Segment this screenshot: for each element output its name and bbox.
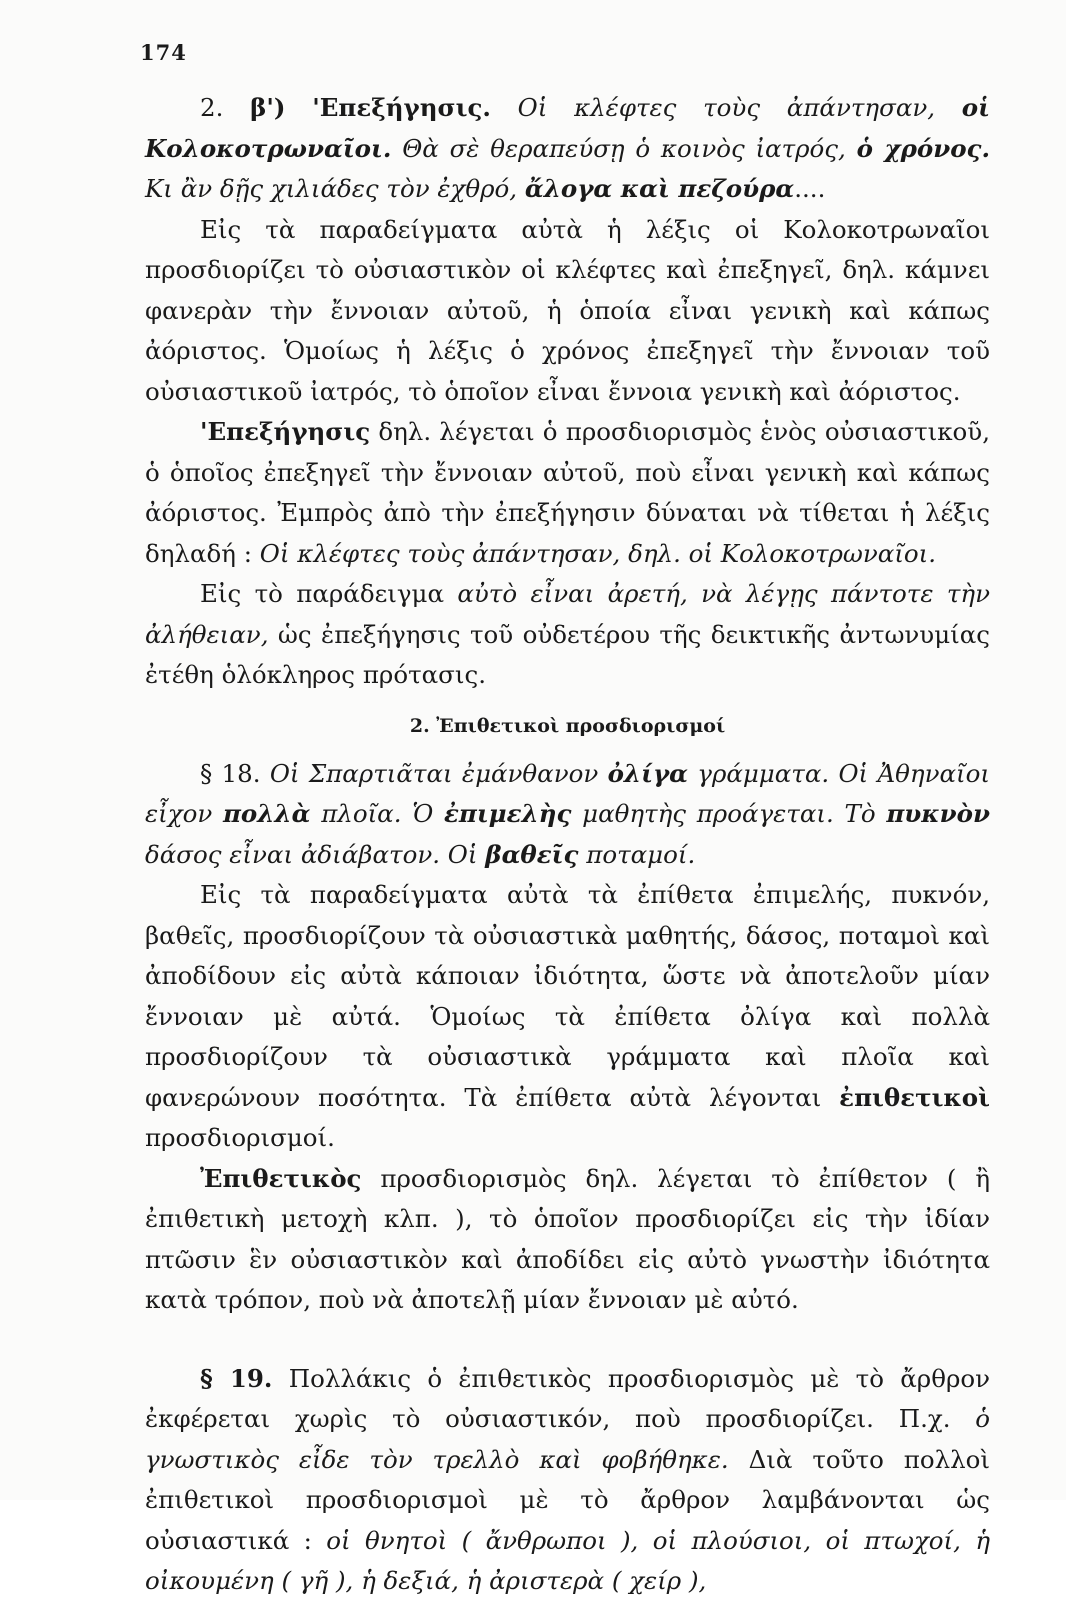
page-number: 174 <box>140 40 187 65</box>
paragraph-18-definition: Ἐπιθετικὸς προσδιορισμὸς δηλ. λέγεται τὸ ἐπίθετον ( ἢ ἐπιθετικὴ μετοχὴ κλπ. ), τὸ ὁποῖον προσδιορίζει εἰς τὴν ἰδίαν πτῶσιν ἓν οὐσιαστικὸν καὶ ἀποδίδει εἰς αὐτὸ γνωστὴν ἰδιότητα κατὰ τρόπον, ποὺ νὰ ἀποτελῇ μίαν ἔννοιαν μὲ αὐτό. <box>145 1163 991 1314</box>
paragraph-epexegesis-definition: 'Επεξήγησις δηλ. λέγεται ὁ προσδιορισμὸς ἑνὸς οὐσιαστικοῦ, ὁ ὁποῖος ἐπεξηγεῖ τὴν ἔννοιαν αὐτοῦ, ποὺ εἶναι γενικὴ καὶ κάπως ἀόριστος. Ἐμπρὸς ἀπὸ τὴν ἐπεξήγησιν δύναται νὰ τίθεται ἡ λέξις δηλαδή : Οἱ κλέφτες τοὺς ἀπάντησαν, δηλ. οἱ Κολοκοτρωναῖοι. <box>145 417 990 568</box>
paragraph-epexegesis-explanation: Εἰς τὰ παραδείγματα αὐτὰ ἡ λέξις οἱ Κολοκοτρωναῖοι προσδιορίζει τὸ οὐσιαστικὸν οἱ κλέφτες καὶ ἐπεξηγεῖ, δηλ. κάμνει φανερὰν τὴν ἔννοιαν αὐτοῦ, ἡ ὁποία εἶναι γενικὴ καὶ κάπως ἀόριστος. Ὁμοίως ἡ λέξις ὁ χρόνος ἐπεξηγεῖ τὴν ἔννοιαν τοῦ οὐσιαστικοῦ ἰατρός, τὸ ὁποῖον εἶναι ἔννοια γενικὴ καὶ ἀόριστος. <box>145 214 990 406</box>
paragraph-18-examples: § 18. Οἱ Σπαρτιᾶται ἐμάνθανον ὀλίγα γράμματα. Οἱ Ἀθηναῖοι εἶχον πολλὰ πλοῖα. Ὁ ἐπιμελὴς μαθητὴς προάγεται. Τὸ πυκνὸν δάσος εἶναι ἀδιάβατον. Οἱ βαθεῖς ποταμοί. <box>145 758 990 869</box>
paragraph-epexegesis-note: Εἰς τὸ παράδειγμα αὐτὸ εἶναι ἀρετή, νὰ λέγῃς πάντοτε τὴν ἀλήθειαν, ὡς ἐπεξήγησις τοῦ οὐδετέρου τῆς δεικτικῆς ἀντωνυμίας ἐτέθη ὁλόκληρος πρότασις. <box>145 579 990 689</box>
paragraph-epexegesis-examples: 2. β') 'Επεξήγησις. Οἱ κλέφτες τοὺς ἀπάντησαν, οἱ Κολοκοτρωναῖοι. Θὰ σὲ θεραπεύσῃ ὁ κοινὸς ἰατρός, ὁ χρόνος. Κι ἂν δῇς χιλιάδες τὸν ἐχθρό, ἄλογα καὶ πεζούρα.... <box>145 93 990 203</box>
paragraph-19: § 19. Πολλάκις ὁ ἐπιθετικὸς προσδιορισμὸς μὲ τὸ ἄρθρον ἐκφέρεται χωρὶς τὸ οὐσιαστικόν, ποὺ προσδιορίζει. Π.χ. ὁ γνωστικὸς εἶδε τὸν τρελλὸ καὶ φοβήθηκε. Διὰ τοῦτο πολλοὶ ἐπιθετικοὶ προσδιορισμοὶ μὲ τὸ ἄρθρον λαμβάνονται ὡς οὐσιαστικά : οἱ θνητοὶ ( ἄνθρωποι ), οἱ πλούσιοι, οἱ πτωχοί, ἡ οἰκουμένη ( γῆ ), ἡ δεξιά, ἡ ἀριστερὰ ( χείρ ), <box>145 1363 991 1595</box>
spacer <box>145 1321 990 1359</box>
section-heading: 2. Ἐπιθετικοὶ προσδιορισμοί <box>409 714 726 737</box>
page-body <box>145 88 990 1602</box>
paragraph-18-explanation: Εἰς τὰ παραδείγματα αὐτὰ τὰ ἐπίθετα ἐπιμελής, πυκνόν, βαθεῖς, προσδιορίζουν τὰ οὐσιαστικὰ μαθητής, δάσος, ποταμοὶ καὶ ἀποδίδουν εἰς αὐτὰ κάποιαν ἰδιότητα, ὥστε νὰ ἀποτελοῦν μίαν ἔννοιαν μὲ αὐτά. Ὁμοίως τὰ ἐπίθετα ὀλίγα καὶ πολλὰ προσδιορίζουν τὰ οὐσιαστικὰ γράμματα καὶ πλοῖα καὶ φανερώνουν ποσότητα. Τὰ ἐπίθετα αὐτὰ λέγονται ἐπιθετικοὶ προσδιορισμοί. <box>145 880 990 1152</box>
